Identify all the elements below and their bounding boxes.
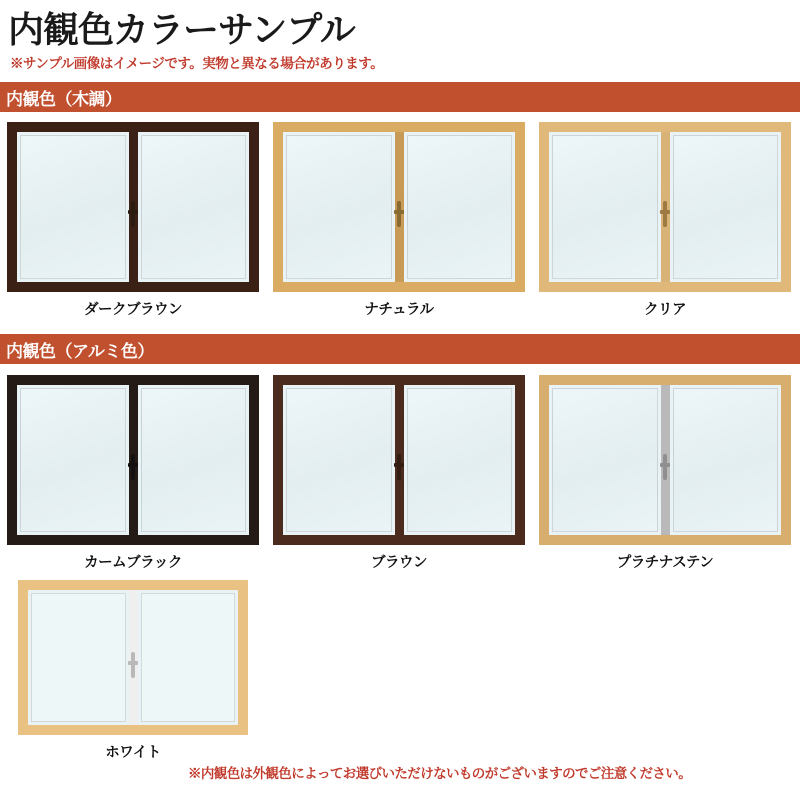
sample-caption: カームブラック [84,555,182,571]
window-graphic [7,375,259,545]
sample-cell-clear [532,122,798,319]
window-sash [283,385,515,535]
meeting-stile [661,385,670,535]
section-header-aluminum-label: 内観色（アルミ色） [6,341,154,361]
window-sash [28,590,238,725]
sample-row-white [0,580,800,762]
glass-pane-left [20,388,126,532]
window-sash [17,132,249,282]
sample-cell-natural [266,122,532,319]
glass-pane-right [141,135,247,279]
glass-pane-left [286,135,392,279]
sample-row-wood [0,122,800,319]
window-graphic [18,580,248,735]
window-graphic [539,375,791,545]
meeting-stile [661,132,670,282]
glass-pane-right [141,593,236,722]
footer-note: ※内観色は外観色によってお選びいただけないものがございますのでご注意ください。 [188,766,692,781]
section-header-aluminum [0,334,800,364]
sample-caption: ダークブラウン [84,302,182,318]
section-header-wood [0,82,800,112]
meeting-stile [129,590,138,725]
meeting-stile [129,132,138,282]
glass-pane-right [141,388,247,532]
window-handle-icon [131,201,135,227]
glass-pane-left [552,135,658,279]
glass-pane-right [673,388,779,532]
window-graphic [7,122,259,292]
window-handle-icon [663,454,667,480]
window-handle-icon [397,201,401,227]
glass-pane-left [286,388,392,532]
window-sash [549,132,781,282]
window-sash [283,132,515,282]
meeting-stile [129,385,138,535]
sample-cell-dark-brown [0,122,266,319]
sample-row-aluminum [0,375,800,572]
sample-cell-calm-black [0,375,266,572]
glass-pane-right [407,135,513,279]
sample-cell-platinum-stain [532,375,798,572]
window-sash [17,385,249,535]
window-handle-icon [131,454,135,480]
window-handle-icon [131,652,135,678]
window-handle-icon [663,201,667,227]
window-sash [549,385,781,535]
window-graphic [539,122,791,292]
disclaimer-text: ※サンプル画像はイメージです。実物と異なる場合があります。 [10,56,384,71]
glass-pane-left [552,388,658,532]
glass-pane-right [407,388,513,532]
sample-cell-brown [266,375,532,572]
glass-pane-right [673,135,779,279]
sample-caption: ナチュラル [364,302,434,318]
page-title: 内観色カラーサンプル [8,9,355,50]
meeting-stile [395,385,404,535]
meeting-stile [395,132,404,282]
window-handle-icon [397,454,401,480]
section-header-wood-label: 内観色（木調） [6,89,122,109]
glass-pane-left [20,135,126,279]
glass-pane-left [31,593,126,722]
sample-caption: クリア [644,302,686,318]
sample-caption: ブラウン [371,555,427,571]
sample-caption: プラチナステン [616,555,714,571]
window-graphic [273,122,525,292]
sample-caption: ホワイト [105,745,161,761]
sample-cell-white [0,580,266,762]
window-graphic [273,375,525,545]
